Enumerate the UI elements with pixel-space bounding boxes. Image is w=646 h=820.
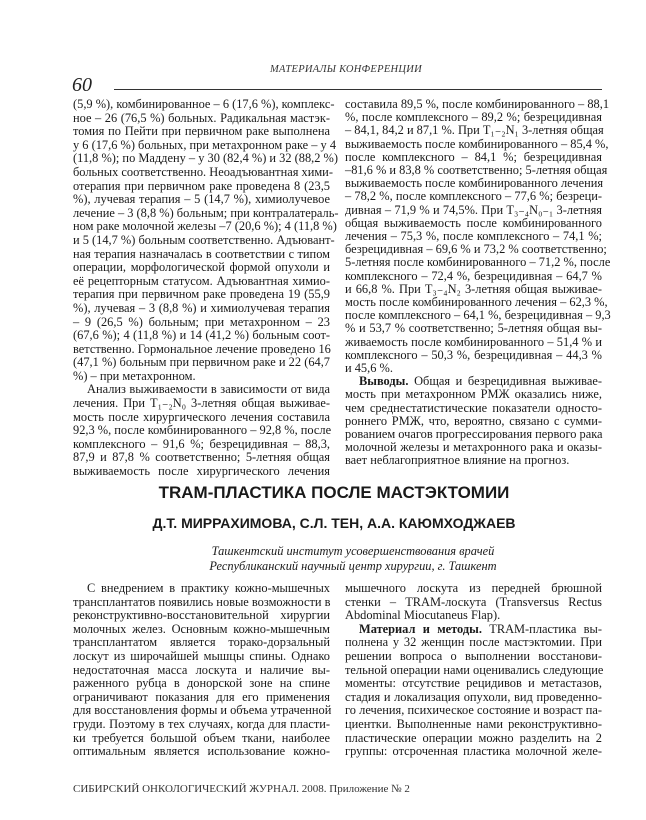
text-line: составила 89,5 %, после комбинированного – 88,1	[345, 97, 610, 111]
text-line: больных соответственно. Неоадъювантная хими-	[73, 164, 333, 179]
text-line: го лечения, психическое состояние и возраст па-	[345, 703, 602, 718]
text-line: после комплексного – 84,1 %; безрецидивная	[345, 149, 602, 164]
text-line: 5-летняя после комбинированного – 71,2 %, после	[345, 255, 611, 270]
text-line: %, после комплексного – 89,2 %; безрецидивная	[345, 110, 602, 125]
text-line: мышечного лоскута из передней брюшной	[345, 581, 602, 595]
text-line: решении вопроса о выполнении восстанови-	[345, 648, 602, 663]
text-line: трансплантатом является торако-дорзальный	[73, 635, 330, 650]
text-line: реконструктивно-восстановительной хирургии	[73, 608, 330, 623]
text-line: % и 53,7 % соответственно; 5-летняя общая вы-	[345, 321, 602, 336]
text-line: ветственно. Гормональное лечение проведено 16	[73, 341, 331, 356]
text-line: комплексного – 72,4 %, безрецидивная – 64,7 %	[345, 268, 602, 283]
text-line: ное – 26 (76,5 %) больных. Радикальная мастэк-	[73, 110, 330, 125]
text-line: её рецепторным статусом. Адъювантная химио-	[73, 273, 330, 288]
text-line: роннего РМЖ, что, вероятно, связано с сумми-	[345, 413, 602, 428]
text-line: лечения – 75,3 %, после комплексного – 74,1 %;	[345, 229, 602, 244]
text-line: у 6 (17,6 %) больных, при метахронном раке – у 4	[73, 137, 337, 152]
text-line: ном раке молочной железы –7 (20,6 %); 4 (11,8 %)	[73, 219, 337, 234]
article-title: TRAM-ПЛАСТИКА ПОСЛЕ МАСТЭКТОМИИ	[158, 483, 510, 502]
text-line: стенки – TRAM-лоскута (Transversus Rectus	[345, 594, 602, 609]
text-line: ная терапия назначалась в соответствии с типом	[73, 246, 330, 261]
text-line: %) – при метахронном.	[73, 368, 196, 383]
text-line: циентки. Выполненные нами реконструктивно-	[345, 716, 602, 731]
text-column-top-left	[73, 97, 339, 479]
text-line: груди. Поэтому в тех случаях, когда для пласти-	[73, 716, 330, 731]
text-line: терапия при первичном раке проведена 19 (55,9	[73, 287, 330, 302]
text-line: и 66,8 %. При T₃₋₄N₂ 3-летняя общая выживае-	[345, 281, 602, 296]
line-text: Общая и безрецидивная выживае-	[408, 374, 602, 389]
text-line: (67,6 %); 4 (11,8 %) и 14 (41,2 %) больным соот-	[73, 328, 330, 343]
paragraph-lead: Выводы.	[359, 374, 409, 389]
text-line: мость после хирургического лечения составила	[73, 409, 330, 424]
paragraph	[345, 375, 602, 467]
text-line: 87,9 и 87,8 % соответственно; 5-летняя общая	[73, 450, 330, 465]
text-line: (5,9 %), комбинированное – 6 (17,6 %), комплекс-	[73, 97, 335, 111]
text-column-bottom-right	[345, 582, 602, 759]
text-line: комплексного – 50,3 %, безрецидивная – 44,3 %	[345, 347, 602, 362]
text-line: трансплантатов появились новые возможности в	[73, 594, 331, 609]
text-line: лоскут из широчайшей мышцы спины. Однако	[73, 648, 330, 663]
text-line: мость после комбинированного лечения – 62,3 %,	[345, 295, 608, 310]
text-line: после комплексного – 64,1 %, безрецидивная – 9,3	[345, 308, 611, 323]
text-line: выживаемость после комбинированного – 85,4 %,	[345, 136, 609, 151]
article-authors: Д.Т. МИРРАХИМОВА, С.Л. ТЕН, А.А. КАЮМХОДЖАЕВ	[152, 515, 516, 531]
text-line: %), лучевая терапия – 5 (14,7 %), химиолучевое	[73, 192, 330, 207]
text-line: операции, морфологической формой опухоли и	[73, 260, 330, 275]
text-column-bottom-left	[73, 582, 330, 759]
text-line: стадия и локализация опухоли, вид проведенно-	[345, 689, 602, 704]
affiliation-2: Республиканский научный центр хирургии, г. Ташкент	[209, 559, 497, 573]
line-text: TRAM-пластика вы-	[481, 621, 602, 636]
text-line: Анализ выживаемости в зависимости от вида	[87, 382, 330, 397]
running-header: МАТЕРИАЛЫ КОНФЕРЕНЦИИ	[270, 64, 423, 75]
affiliation-1: Ташкентский институт усовершенствования врачей	[211, 544, 495, 558]
paragraph	[73, 97, 339, 383]
text-line: моменты: отсутствие рецидивов и метастазов,	[345, 676, 602, 691]
paragraph	[345, 582, 602, 623]
text-line: %), лучевая – 3 (8,8 %) и химиолучевая терапия	[73, 300, 330, 315]
text-line: молочной железы и метахронного рака и оказы-	[345, 440, 602, 455]
text-line: С внедрением в практику кожно-мышечных	[87, 581, 330, 595]
paragraph	[345, 623, 602, 759]
text-line: пластические операции можно разделить на 2	[345, 730, 602, 745]
text-line: лечения. При T₁₋₂N₀ 3-летняя общая выживае-	[73, 396, 330, 411]
text-line	[345, 623, 602, 637]
text-line: живаемость после комбинированного – 51,4 % и	[345, 334, 602, 349]
paragraph	[73, 582, 330, 759]
text-line: дивная – 71,9 % и 74,5%. При T₃₋₄N₀₋₁ 3-летняя	[345, 202, 602, 217]
text-line: для восстановления формы и объема утраченной	[73, 703, 332, 718]
text-line: 92,3 %, после комбинированного – 92,8 %, после	[73, 423, 332, 438]
text-line: и 45,6 %.	[345, 361, 393, 376]
text-line: общая выживаемость после комбинированного	[345, 215, 602, 230]
text-line: тельной операции нами оценивались следующие	[345, 662, 604, 677]
text-line: раженного рубца в донорской зоне на спине	[73, 676, 330, 691]
text-line: оптимальным является использование кожно-	[73, 744, 330, 759]
text-line: вает неблагоприятное влияние на прогноз.	[345, 453, 570, 468]
text-line: комплексного – 91,6 %; безрецидивная – 88,3,	[73, 436, 330, 451]
text-line: –81,6 % и 83,8 % соответственно; 5-летняя общая	[345, 163, 608, 178]
paragraph	[345, 97, 611, 376]
text-line: полнена у 32 женщин после мастэктомии. При	[345, 635, 602, 650]
text-line: выживаемость после комбинированного лечения	[345, 176, 604, 191]
text-line: молочных желез. Основным кожно-мышечным	[73, 621, 330, 636]
text-line: (47,1 %) больным при первичном раке и 22 (64,7	[73, 355, 330, 370]
header-rule	[114, 89, 602, 90]
journal-footer: СИБИРСКИЙ ОНКОЛОГИЧЕСКИЙ ЖУРНАЛ. 2008. Приложение № 2	[73, 783, 410, 795]
page-number: 60	[72, 74, 92, 96]
text-line: ки требуется большой объем ткани, наиболее	[73, 730, 330, 745]
text-line: – 78,2 %, после комплексного – 77,6 %; безреци-	[345, 189, 602, 204]
text-line: томия по Пейти при первичном раке выполнена	[73, 124, 330, 139]
paragraph-lead: Материал и методы.	[359, 621, 482, 636]
text-line: мость при метахронном РМЖ оказались ниже,	[345, 387, 602, 402]
paragraph	[73, 383, 330, 478]
text-line: (11,8 %); по Маддену – у 30 (82,4 %) и 32 (88,2 %)	[73, 151, 339, 166]
text-line: Abdominal Miocutaneus Flap).	[345, 608, 501, 623]
text-line: недостаточная масса лоскута и наличие вы-	[73, 662, 330, 677]
text-column-top-right	[345, 97, 611, 468]
text-line: – 9 (26,5 %) больным; при метахронном – 23	[73, 314, 330, 329]
text-line: лечение – 3 (8,8 %) больным; при контралатераль-	[73, 205, 339, 220]
text-line: безрецидивная – 69,6 % и 73,2 % соответственно;	[345, 242, 607, 257]
text-line: выживаемость после хирургического лечения	[73, 464, 330, 479]
text-line: группы: отсроченная пластика молочной желе-	[345, 744, 602, 759]
text-line: ограничивают показания для его применения	[73, 689, 330, 704]
text-line: чем среднестатистические показатели односто-	[345, 400, 602, 415]
text-line: – 84,1, 84,2 и 87,1 %. При T₁₋₂N₁ 3-летняя общая	[345, 123, 604, 138]
text-line: рованием очагов прогрессирования первого рака	[345, 427, 603, 442]
text-line: отерапия при первичном раке проведена 8 (23,5	[73, 178, 330, 193]
text-line: и 5 (14,7 %) больным соответственно. Адъювант-	[73, 232, 335, 247]
